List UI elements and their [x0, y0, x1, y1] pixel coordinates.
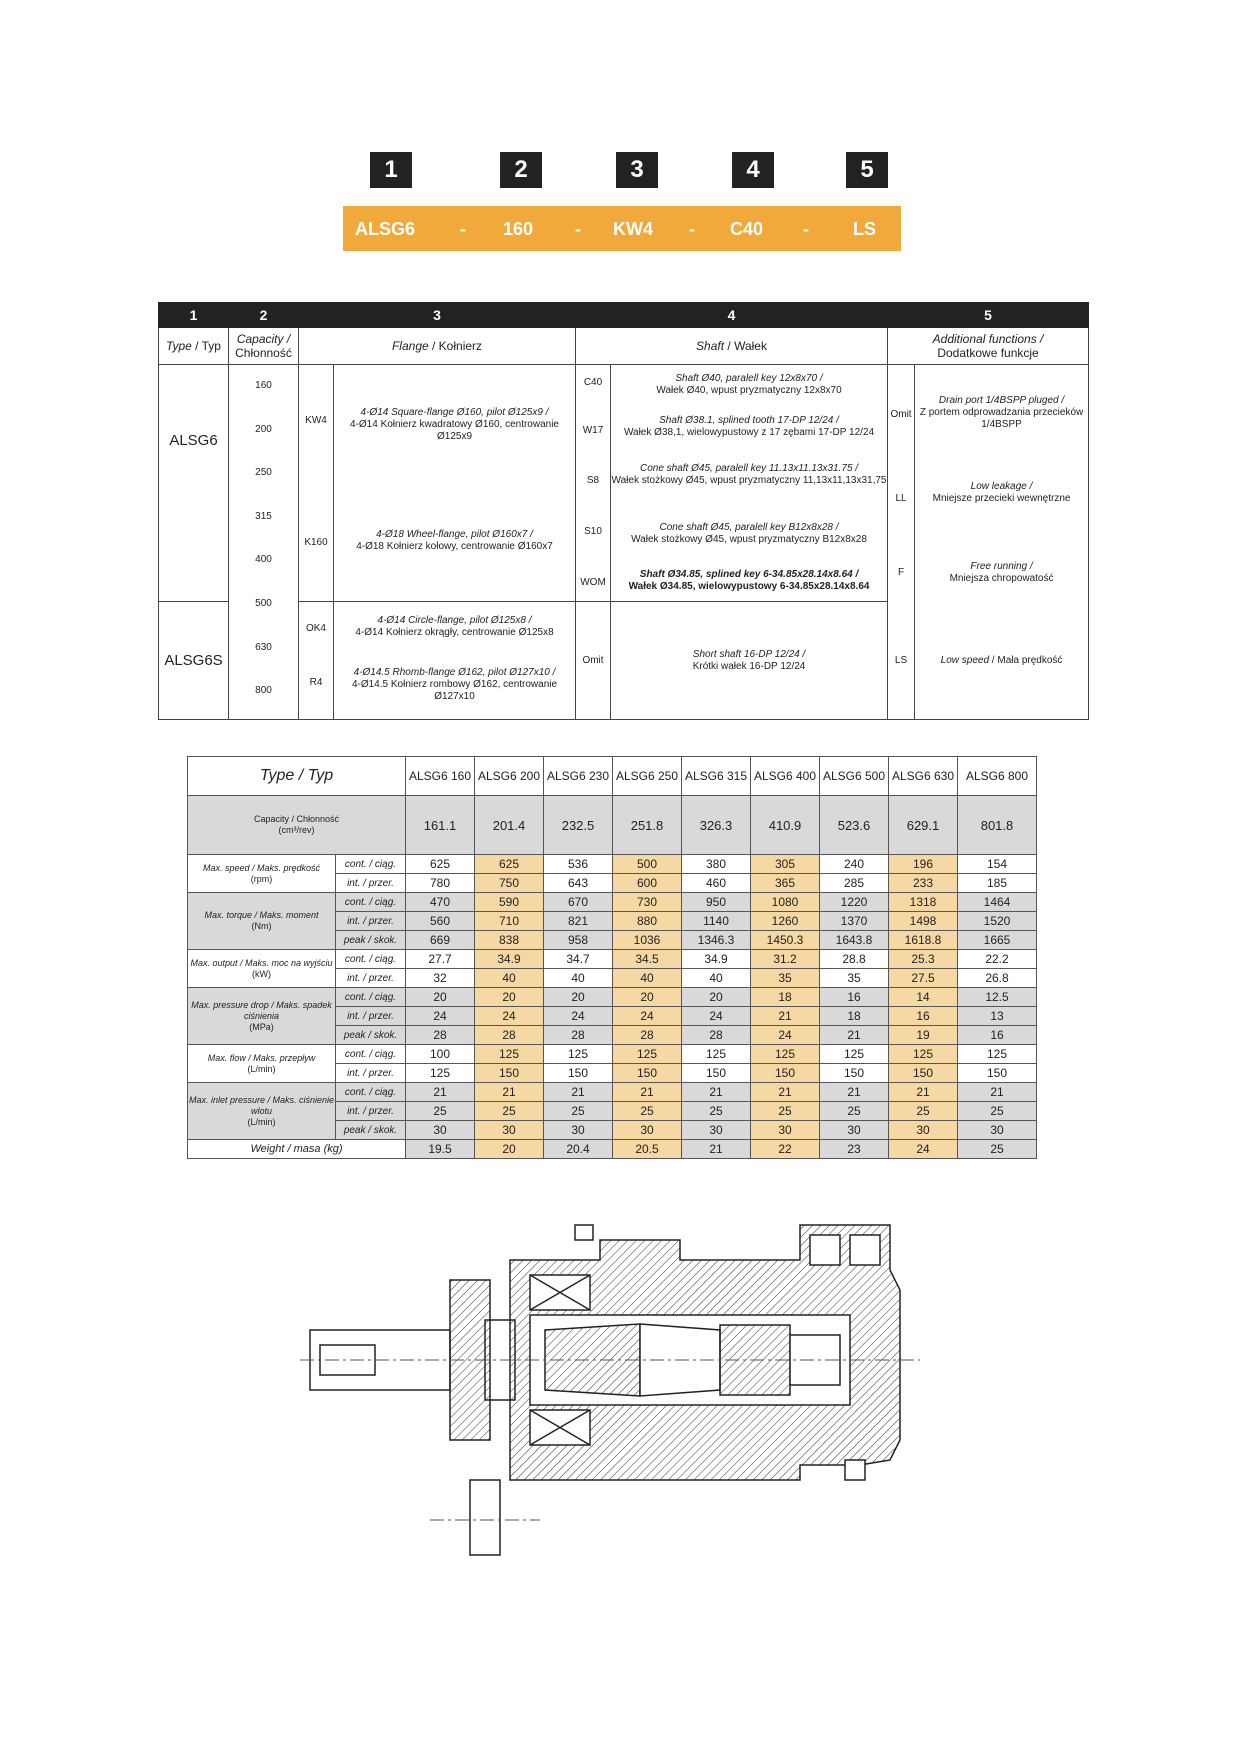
spec-sub-label: cont. / ciąg. [336, 1083, 406, 1102]
spec-value: 669 [406, 931, 475, 950]
spec-model-header: ALSG6 160 [406, 757, 475, 796]
additional-code-f: F [897, 567, 905, 578]
spec-value: 125 [820, 1045, 889, 1064]
shaft-code-c40: C40 [583, 377, 603, 388]
spec-value: 730 [613, 893, 682, 912]
spec-model-header: ALSG6 400 [751, 757, 820, 796]
code-separator: - [803, 219, 809, 239]
col-number-4: 4 [576, 303, 888, 328]
spec-value: 25 [544, 1102, 613, 1121]
spec-value: 32 [406, 969, 475, 988]
spec-sub-label: int. / przer. [336, 969, 406, 988]
code-separator: - [689, 219, 695, 239]
spec-value: 25 [958, 1102, 1037, 1121]
spec-value: 21 [475, 1083, 544, 1102]
spec-value: 40 [544, 969, 613, 988]
spec-value: 125 [544, 1045, 613, 1064]
spec-value: 233 [889, 874, 958, 893]
flange-desc-ok4: 4-Ø14 Circle-flange, pilot Ø125x8 / 4-Ø14 Kołnierz okrągły, centrowanie Ø125x8 [355, 615, 554, 638]
capacity-500: 500 [255, 598, 272, 609]
spec-sub-label: peak / skok. [336, 931, 406, 950]
spec-sub-label: cont. / ciąg. [336, 988, 406, 1007]
spec-value: 150 [613, 1064, 682, 1083]
spec-value: 18 [751, 988, 820, 1007]
spec-value: 100 [406, 1045, 475, 1064]
spec-value: 19 [889, 1026, 958, 1045]
spec-weight-value: 22 [751, 1140, 820, 1159]
spec-value: 285 [820, 874, 889, 893]
spec-value: 25 [613, 1102, 682, 1121]
spec-value: 125 [613, 1045, 682, 1064]
spec-capacity-value: 232.5 [544, 796, 613, 855]
header-flange: Flange / Kołnierz [299, 328, 576, 365]
code-separator: - [575, 219, 581, 239]
spec-value: 1618.8 [889, 931, 958, 950]
spec-model-header: ALSG6 250 [613, 757, 682, 796]
spec-value: 40 [682, 969, 751, 988]
spec-value: 125 [406, 1064, 475, 1083]
spec-value: 1498 [889, 912, 958, 931]
spec-value: 34.7 [544, 950, 613, 969]
spec-weight-value: 23 [820, 1140, 889, 1159]
spec-value: 25 [682, 1102, 751, 1121]
flange-code-ok4: OK4 [305, 623, 326, 634]
spec-value: 536 [544, 855, 613, 874]
spec-value: 21 [820, 1026, 889, 1045]
spec-value: 24 [613, 1007, 682, 1026]
spec-value: 28 [475, 1026, 544, 1045]
code-number-1: 1 [370, 152, 412, 188]
spec-model-header: ALSG6 800 [958, 757, 1037, 796]
spec-value: 1260 [751, 912, 820, 931]
spec-capacity-value: 251.8 [613, 796, 682, 855]
spec-value: 20 [613, 988, 682, 1007]
spec-value: 150 [820, 1064, 889, 1083]
spec-value: 1036 [613, 931, 682, 950]
spec-value: 470 [406, 893, 475, 912]
spec-value: 30 [544, 1121, 613, 1140]
spec-value: 30 [820, 1121, 889, 1140]
spec-value: 21 [682, 1083, 751, 1102]
code-segment-shaft: C40 [730, 219, 764, 239]
col-number-5: 5 [888, 303, 1089, 328]
col-number-3: 3 [299, 303, 576, 328]
spec-value: 125 [682, 1045, 751, 1064]
capacity-250: 250 [255, 467, 272, 478]
code-segment-type: ALSG6 [355, 219, 416, 239]
spec-value: 1220 [820, 893, 889, 912]
code-segment-capacity: 160 [503, 219, 534, 239]
specifications-table [187, 756, 1037, 1159]
shaft-code-s8: S8 [586, 475, 600, 486]
spec-sub-label: cont. / ciąg. [336, 1045, 406, 1064]
spec-value: 28 [406, 1026, 475, 1045]
spec-value: 21 [820, 1083, 889, 1102]
spec-sub-label: int. / przer. [336, 874, 406, 893]
spec-value: 150 [889, 1064, 958, 1083]
spec-row-inlet-pressure [188, 1083, 1037, 1102]
spec-value: 21 [889, 1083, 958, 1102]
spec-value: 958 [544, 931, 613, 950]
additional-desc-ls: Low speed / Mała prędkość [940, 655, 1063, 666]
spec-value: 125 [475, 1045, 544, 1064]
spec-capacity-label: Capacity / Chłonność (cm³/rev) [188, 796, 406, 855]
spec-value: 1140 [682, 912, 751, 931]
spec-row-torque [188, 893, 1037, 912]
spec-value: 838 [475, 931, 544, 950]
motor-cross-section-drawing [300, 1220, 920, 1560]
spec-value: 150 [751, 1064, 820, 1083]
spec-value: 500 [613, 855, 682, 874]
spec-value: 34.9 [682, 950, 751, 969]
spec-value: 20 [544, 988, 613, 1007]
spec-value: 28 [613, 1026, 682, 1045]
spec-value: 25 [475, 1102, 544, 1121]
spec-value: 20 [682, 988, 751, 1007]
spec-value: 24 [475, 1007, 544, 1026]
spec-value: 240 [820, 855, 889, 874]
header-capacity: Capacity / Chłonność [229, 328, 299, 365]
spec-model-header: ALSG6 315 [682, 757, 751, 796]
spec-value: 24 [682, 1007, 751, 1026]
spec-model-header: ALSG6 500 [820, 757, 889, 796]
spec-value: 560 [406, 912, 475, 931]
spec-value: 27.7 [406, 950, 475, 969]
spec-value: 185 [958, 874, 1037, 893]
capacity-400: 400 [255, 554, 272, 565]
spec-label-output: Max. output / Maks. moc na wyjściu (kW) [188, 950, 336, 988]
spec-sub-label: peak / skok. [336, 1026, 406, 1045]
spec-value: 16 [889, 1007, 958, 1026]
spec-capacity-value: 629.1 [889, 796, 958, 855]
spec-capacity-value: 201.4 [475, 796, 544, 855]
shaft-code-w17: W17 [582, 425, 604, 436]
spec-value: 1318 [889, 893, 958, 912]
spec-value: 25 [889, 1102, 958, 1121]
shaft-desc-s10: Cone shaft Ø45, paralell key B12x8x28 / Wałek stożkowy Ø45, wpust pryzmatyczny B12x8x28 [631, 522, 867, 545]
spec-header-row [188, 757, 1037, 796]
spec-value: 600 [613, 874, 682, 893]
spec-value: 150 [958, 1064, 1037, 1083]
code-number-2: 2 [500, 152, 542, 188]
shaft-desc-w17: Shaft Ø38.1, splined tooth 17-DP 12/24 / Wałek Ø38,1, wielowypustowy z 17 zębami 17-DP 12/24 [623, 415, 875, 438]
header-type: Type / Typ [159, 328, 229, 365]
spec-value: 150 [682, 1064, 751, 1083]
spec-label-speed: Max. speed / Maks. prędkość (rpm) [188, 855, 336, 893]
code-number-3: 3 [616, 152, 658, 188]
spec-value: 35 [751, 969, 820, 988]
spec-value: 35 [820, 969, 889, 988]
additional-desc-ll: Low leakage / Mniejsze przecieki wewnętrzne [932, 481, 1071, 504]
spec-value: 880 [613, 912, 682, 931]
spec-value: 27.5 [889, 969, 958, 988]
spec-value: 1346.3 [682, 931, 751, 950]
spec-value: 30 [406, 1121, 475, 1140]
spec-value: 25 [751, 1102, 820, 1121]
spec-weight-row [188, 1140, 1037, 1159]
spec-sub-label: int. / przer. [336, 912, 406, 931]
header-additional: Additional functions / Dodatkowe funkcje [888, 328, 1089, 365]
spec-model-header: ALSG6 630 [889, 757, 958, 796]
additional-desc-f: Free running / Mniejsza chropowatość [949, 561, 1054, 584]
col-number-1: 1 [159, 303, 229, 328]
spec-value: 150 [544, 1064, 613, 1083]
spec-value: 460 [682, 874, 751, 893]
header-shaft: Shaft / Wałek [576, 328, 888, 365]
spec-value: 25.3 [889, 950, 958, 969]
options-table [158, 302, 1089, 720]
spec-weight-value: 19.5 [406, 1140, 475, 1159]
code-number-5: 5 [846, 152, 888, 188]
spec-row-pressure-drop [188, 988, 1037, 1007]
spec-sub-label: cont. / ciąg. [336, 893, 406, 912]
spec-value: 821 [544, 912, 613, 931]
spec-value: 30 [889, 1121, 958, 1140]
spec-sub-label: cont. / ciąg. [336, 855, 406, 874]
spec-value: 125 [889, 1045, 958, 1064]
spec-model-header: ALSG6 200 [475, 757, 544, 796]
spec-value: 710 [475, 912, 544, 931]
spec-weight-value: 20 [475, 1140, 544, 1159]
spec-value: 30 [613, 1121, 682, 1140]
spec-value: 28 [544, 1026, 613, 1045]
spec-value: 28.8 [820, 950, 889, 969]
capacity-160: 160 [255, 380, 272, 391]
additional-code-ls: LS [894, 655, 908, 666]
spec-value: 26.8 [958, 969, 1037, 988]
spec-value: 21 [751, 1007, 820, 1026]
spec-value: 24 [544, 1007, 613, 1026]
spec-value: 150 [475, 1064, 544, 1083]
spec-value: 1080 [751, 893, 820, 912]
spec-value: 22.2 [958, 950, 1037, 969]
spec-value: 28 [682, 1026, 751, 1045]
spec-value: 18 [820, 1007, 889, 1026]
spec-value: 24 [751, 1026, 820, 1045]
spec-value: 125 [958, 1045, 1037, 1064]
shaft-code-wom: WOM [580, 577, 606, 588]
capacity-630: 630 [255, 642, 272, 653]
spec-value: 1370 [820, 912, 889, 931]
spec-row-speed [188, 855, 1037, 874]
spec-value: 154 [958, 855, 1037, 874]
type-alsg6s: ALSG6S [164, 652, 223, 669]
spec-value: 1665 [958, 931, 1037, 950]
spec-value: 196 [889, 855, 958, 874]
spec-sub-label: int. / przer. [336, 1007, 406, 1026]
spec-type-header: Type / Typ [188, 757, 406, 796]
spec-value: 21 [751, 1083, 820, 1102]
shaft-desc-c40: Shaft Ø40, paralell key 12x8x70 / Wałek Ø40, wpust pryzmatyczny 12x8x70 [656, 373, 842, 396]
capacity-315: 315 [255, 511, 272, 522]
spec-value: 750 [475, 874, 544, 893]
spec-capacity-value: 801.8 [958, 796, 1037, 855]
shaft-desc-wom: Shaft Ø34.85, splined key 6-34.85x28.14x8.64 / Wałek Ø34.85, wielowypustowy 6-34.85x28.14x8.64 [628, 569, 870, 592]
capacity-200: 200 [255, 424, 272, 435]
spec-value: 20 [406, 988, 475, 1007]
spec-value: 34.5 [613, 950, 682, 969]
spec-label-torque: Max. torque / Maks. moment (Nm) [188, 893, 336, 950]
spec-label-flow: Max. flow / Maks. przepływ (L/min) [188, 1045, 336, 1083]
spec-value: 24 [406, 1007, 475, 1026]
spec-capacity-value: 410.9 [751, 796, 820, 855]
spec-value: 380 [682, 855, 751, 874]
flange-desc-r4: 4-Ø14.5 Rhomb-flange Ø162, pilot Ø127x10 / 4-Ø14.5 Kołnierz rombowy Ø162, centrowanie Ø127x10 [351, 667, 558, 702]
shaft-code-omit: Omit [582, 655, 604, 666]
flange-code-k160: K160 [304, 537, 328, 548]
spec-value: 12.5 [958, 988, 1037, 1007]
spec-value: 780 [406, 874, 475, 893]
shaft-desc-omit: Short shaft 16-DP 12/24 / Krótki wałek 16-DP 12/24 [692, 649, 806, 672]
shaft-desc-s8: Cone shaft Ø45, paralell key 11.13x11.13x31.75 / Wałek stożkowy Ø45, wpust pryzmatyczny 11,13x11,13x31,75 [611, 463, 887, 486]
additional-code-omit: Omit [890, 409, 912, 420]
spec-model-header: ALSG6 230 [544, 757, 613, 796]
spec-capacity-value: 161.1 [406, 796, 475, 855]
additional-code-ll: LL [895, 493, 907, 504]
spec-row-flow [188, 1045, 1037, 1064]
spec-value: 21 [613, 1083, 682, 1102]
model-code-bar [343, 206, 901, 251]
spec-label-pressure-drop: Max. pressure drop / Maks. spadek ciśnienia (MPa) [188, 988, 336, 1045]
spec-label-inlet-pressure: Max. inlet pressure / Maks. ciśnienie wlotu (L/min) [188, 1083, 336, 1140]
spec-value: 305 [751, 855, 820, 874]
spec-weight-value: 20.5 [613, 1140, 682, 1159]
spec-sub-label: int. / przer. [336, 1064, 406, 1083]
spec-value: 14 [889, 988, 958, 1007]
spec-capacity-row [188, 796, 1037, 855]
spec-value: 1450.3 [751, 931, 820, 950]
spec-value: 950 [682, 893, 751, 912]
spec-value: 670 [544, 893, 613, 912]
spec-capacity-value: 523.6 [820, 796, 889, 855]
spec-value: 25 [820, 1102, 889, 1121]
spec-value: 25 [406, 1102, 475, 1121]
spec-value: 21 [958, 1083, 1037, 1102]
spec-value: 34.9 [475, 950, 544, 969]
spec-value: 21 [406, 1083, 475, 1102]
spec-value: 30 [958, 1121, 1037, 1140]
spec-weight-value: 20.4 [544, 1140, 613, 1159]
spec-value: 643 [544, 874, 613, 893]
spec-value: 365 [751, 874, 820, 893]
spec-weight-value: 24 [889, 1140, 958, 1159]
col-number-2: 2 [229, 303, 299, 328]
spec-sub-label: int. / przer. [336, 1102, 406, 1121]
spec-weight-value: 25 [958, 1140, 1037, 1159]
additional-desc-omit: Drain port 1/4BSPP pluged / Z portem odprowadzania przecieków 1/4BSPP [919, 395, 1084, 430]
spec-value: 20 [475, 988, 544, 1007]
flange-code-r4: R4 [309, 677, 323, 688]
spec-value: 125 [751, 1045, 820, 1064]
spec-value: 16 [820, 988, 889, 1007]
spec-sub-label: cont. / ciąg. [336, 950, 406, 969]
code-separator: - [460, 219, 466, 239]
spec-weight-value: 21 [682, 1140, 751, 1159]
spec-capacity-value: 326.3 [682, 796, 751, 855]
code-segment-flange: KW4 [613, 219, 653, 239]
spec-value: 1464 [958, 893, 1037, 912]
spec-value: 1643.8 [820, 931, 889, 950]
spec-value: 21 [544, 1083, 613, 1102]
spec-value: 16 [958, 1026, 1037, 1045]
spec-value: 625 [475, 855, 544, 874]
code-segment-additional: LS [853, 219, 877, 239]
shaft-code-s10: S10 [584, 526, 602, 537]
spec-row-output [188, 950, 1037, 969]
spec-value: 1520 [958, 912, 1037, 931]
spec-sub-label: peak / skok. [336, 1121, 406, 1140]
spec-value: 13 [958, 1007, 1037, 1026]
spec-value: 40 [613, 969, 682, 988]
type-alsg6: ALSG6 [169, 432, 218, 449]
spec-value: 40 [475, 969, 544, 988]
flange-code-kw4: KW4 [305, 415, 327, 426]
flange-desc-k160: 4-Ø18 Wheel-flange, pilot Ø160x7 / 4-Ø18 Kołnierz kołowy, centrowanie Ø160x7 [356, 529, 553, 552]
spec-value: 30 [475, 1121, 544, 1140]
spec-value: 30 [751, 1121, 820, 1140]
spec-value: 625 [406, 855, 475, 874]
spec-value: 30 [682, 1121, 751, 1140]
flange-desc-kw4: 4-Ø14 Square-flange Ø160, pilot Ø125x9 / 4-Ø14 Kołnierz kwadratowy Ø160, centrowanie Ø125x9 [350, 407, 559, 442]
spec-value: 590 [475, 893, 544, 912]
spec-weight-label: Weight / masa (kg) [188, 1140, 406, 1159]
spec-value: 31.2 [751, 950, 820, 969]
capacity-800: 800 [255, 685, 272, 696]
code-number-4: 4 [732, 152, 774, 188]
